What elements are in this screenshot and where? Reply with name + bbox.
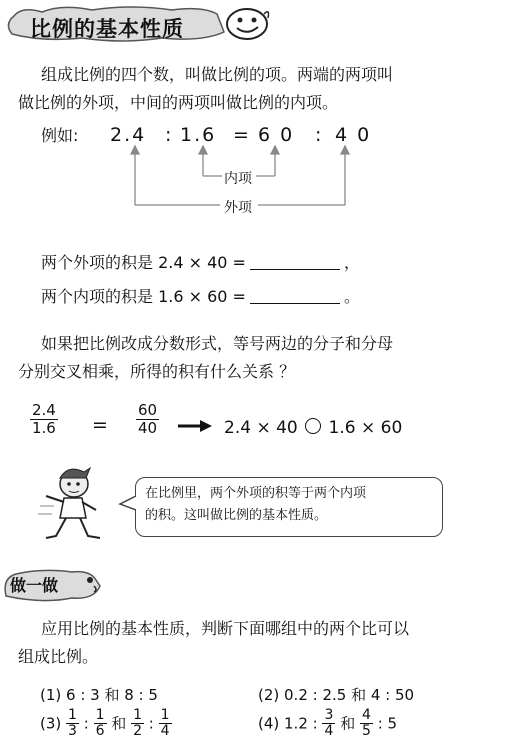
- cartoon-kid-illustration: [38, 466, 130, 546]
- inner-product-blank[interactable]: [250, 289, 340, 304]
- inner-product-end: 。: [343, 287, 360, 306]
- item4-den2: 5: [361, 723, 371, 740]
- term-c: 6 0: [258, 124, 295, 146]
- item3-num4: 1: [160, 707, 170, 723]
- compare-line: [224, 418, 402, 438]
- section-title: 比例的基本性质: [30, 17, 184, 41]
- item3-label: (3): [40, 714, 62, 733]
- intro-line-1: 组成比例的四个数，叫做比例的项。两端的两项叫: [41, 65, 394, 84]
- colon-2: :: [315, 124, 324, 146]
- fraction-2-den: 40: [138, 418, 158, 437]
- practice-item-2: (2) 0.2 : 2.5 和 4 : 50: [258, 686, 415, 704]
- practice-title: 做一做: [10, 576, 59, 595]
- term-d: 4 0: [335, 124, 372, 146]
- colon-1: :: [165, 124, 174, 146]
- fraction-equals: =: [92, 414, 108, 436]
- arrow-right-icon: [178, 419, 214, 433]
- practice-item-3: [40, 708, 172, 740]
- item3-num2: 1: [95, 707, 105, 723]
- practice-instr-2: 组成比例。: [18, 647, 99, 666]
- inner-terms-label: 内项: [224, 171, 252, 187]
- item4-num2: 4: [361, 707, 371, 723]
- term-a: 2.4: [110, 124, 147, 146]
- item3-den4: 4: [160, 723, 170, 740]
- equals-sign: =: [233, 124, 251, 146]
- right-product: 1.6 × 60: [328, 418, 403, 438]
- outer-product-text: 两个外项的积是 2.4 × 40 =: [41, 253, 246, 272]
- intro-line-2: 做比例的外项，中间的两项叫做比例的内项。: [18, 93, 339, 112]
- item3-num3: 1: [133, 707, 142, 723]
- item4-label: (4) 1.2 :: [258, 714, 318, 733]
- item3-he: 和: [111, 714, 127, 733]
- practice-instr-1: 应用比例的基本性质，判断下面哪组中的两个比可以: [41, 619, 410, 638]
- question-line-2: 分别交叉相乘，所得的积有什么关系 ？: [18, 362, 296, 381]
- item3-num1: 1: [68, 707, 77, 723]
- left-product: 2.4 × 40: [224, 418, 298, 438]
- term-brackets: [0, 0, 532, 230]
- item3-den3: 2: [133, 723, 142, 740]
- practice-item-4: [258, 708, 397, 740]
- item4-tail: : 5: [377, 714, 398, 733]
- term-b: 1.6: [180, 124, 217, 146]
- rule-line-2: 的积。这叫做比例的基本性质。: [145, 508, 328, 523]
- item4-he: 和: [340, 714, 356, 733]
- item3-colon-2: :: [148, 714, 154, 733]
- outer-product-blank[interactable]: [250, 255, 340, 270]
- example-label: 例如:: [41, 126, 79, 145]
- outer-product-line: [41, 250, 360, 276]
- fraction-2: [136, 402, 159, 436]
- fraction-1-num: 2.4: [32, 401, 56, 419]
- question-line-1: 如果把比例改成分数形式，等号两边的分子和分母: [41, 334, 394, 353]
- item3-den2: 6: [95, 723, 105, 740]
- outer-terms-label: 外项: [224, 200, 252, 216]
- bubble-tail: [118, 494, 138, 514]
- fraction-1: [30, 402, 58, 436]
- outer-product-end: ，: [343, 253, 360, 272]
- inner-product-text: 两个内项的积是 1.6 × 60 =: [41, 287, 246, 306]
- practice-item-1: (1) 6 : 3 和 8 : 5: [40, 686, 158, 704]
- fraction-1-den: 1.6: [32, 418, 56, 437]
- item4-den1: 4: [324, 723, 334, 740]
- compare-blank-circle[interactable]: [305, 418, 321, 434]
- item3-den1: 3: [68, 723, 77, 740]
- fraction-2-num: 60: [138, 401, 158, 419]
- rule-line-1: 在比例里，两个外项的积等于两个内项: [145, 486, 367, 501]
- item3-colon-1: :: [83, 714, 89, 733]
- item4-num1: 3: [324, 707, 334, 723]
- inner-product-line: [41, 284, 360, 310]
